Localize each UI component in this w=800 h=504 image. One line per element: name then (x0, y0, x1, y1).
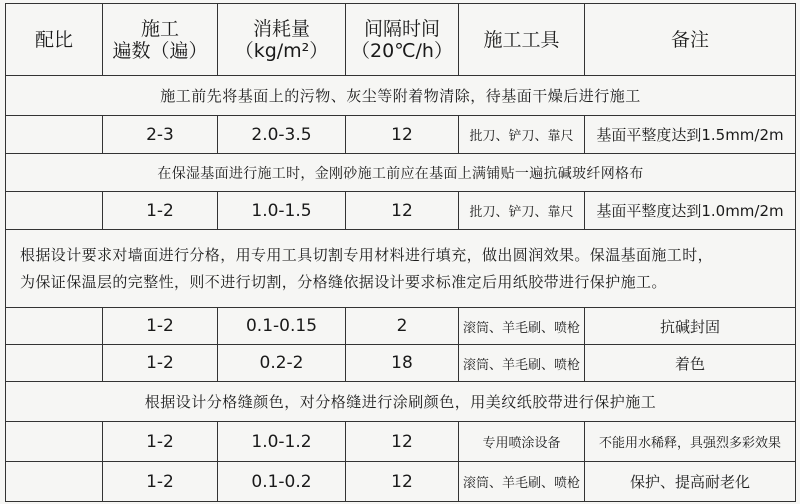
cell-interval: 12 (346, 192, 459, 230)
cell-passes: 1-2 (103, 462, 218, 502)
cell-tools: 专用喷涂设备 (459, 422, 585, 462)
banner-mesh: 在保湿基面进行施工时，金刚砂施工前应在基面上满铺贴一遍抗碱玻纤网格布 (6, 154, 796, 192)
cell-tools: 滚筒、羊毛刷、喷枪 (459, 345, 585, 382)
cell-consumption: 0.2-2 (218, 345, 346, 382)
header-passes: 施工 遍数（遍） (103, 4, 218, 76)
cell-consumption: 0.1-0.15 (218, 308, 346, 345)
cell-remarks: 着色 (585, 345, 796, 382)
header-consumption: 消耗量 （kg/m²） (218, 4, 346, 76)
banner-prep: 施工前先将基面上的污物、灰尘等附着物清除，待基面干燥后进行施工 (6, 76, 796, 116)
table-row (6, 192, 796, 230)
cell-consumption: 0.1-0.2 (218, 462, 346, 502)
banner-joint-color: 根据设计分格缝颜色，对分格缝进行涂刷颜色，用美纹纸胶带进行保护施工 (6, 382, 796, 422)
table-row (6, 345, 796, 382)
cell-ratio (6, 462, 103, 502)
cell-ratio (6, 308, 103, 345)
banner-row (6, 230, 796, 308)
banner-line-2: 为保证保温层的完整性，则不进行切割，分格缝依据设计要求标准定后用纸胶带进行保护施工。 (20, 272, 667, 291)
header-mix-ratio: 配比 (6, 4, 103, 76)
banner-row (6, 76, 796, 116)
cell-remarks: 抗碱封固 (585, 308, 796, 345)
cell-passes: 2-3 (103, 116, 218, 154)
cell-interval: 12 (346, 462, 459, 502)
table-row (6, 116, 796, 154)
cell-interval: 12 (346, 116, 459, 154)
cell-consumption: 1.0-1.2 (218, 422, 346, 462)
banner-line-1: 根据设计要求对墙面进行分格，用专用工具切割专用材料进行填充，做出圆润效果。保温基面施工时， (20, 245, 714, 264)
cell-interval: 2 (346, 308, 459, 345)
cell-passes: 1-2 (103, 345, 218, 382)
table-row (6, 462, 796, 502)
cell-ratio (6, 116, 103, 154)
cell-ratio (6, 192, 103, 230)
cell-tools: 批刀、铲刀、靠尺 (459, 116, 585, 154)
banner-row (6, 382, 796, 422)
cell-interval: 12 (346, 422, 459, 462)
cell-ratio (6, 422, 103, 462)
cell-consumption: 2.0-3.5 (218, 116, 346, 154)
spec-table (5, 3, 796, 502)
cell-remarks: 基面平整度达到1.5mm/2m (585, 116, 796, 154)
table-row (6, 308, 796, 345)
cell-passes: 1-2 (103, 422, 218, 462)
cell-tools: 滚筒、羊毛刷、喷枪 (459, 462, 585, 502)
cell-remarks: 不能用水稀释，具强烈多彩效果 (585, 422, 796, 462)
cell-consumption: 1.0-1.5 (218, 192, 346, 230)
banner-grid-cutting (6, 230, 796, 308)
cell-passes: 1-2 (103, 308, 218, 345)
banner-row (6, 154, 796, 192)
cell-remarks: 保护、提高耐老化 (585, 462, 796, 502)
cell-tools: 批刀、铲刀、靠尺 (459, 192, 585, 230)
header-row (6, 4, 796, 76)
cell-interval: 18 (346, 345, 459, 382)
header-remarks: 备注 (585, 4, 796, 76)
cell-passes: 1-2 (103, 192, 218, 230)
cell-tools: 滚筒、羊毛刷、喷枪 (459, 308, 585, 345)
cell-ratio (6, 345, 103, 382)
header-tools: 施工工具 (459, 4, 585, 76)
table-row (6, 422, 796, 462)
cell-remarks: 基面平整度达到1.0mm/2m (585, 192, 796, 230)
header-interval: 间隔时间 （20℃/h） (346, 4, 459, 76)
